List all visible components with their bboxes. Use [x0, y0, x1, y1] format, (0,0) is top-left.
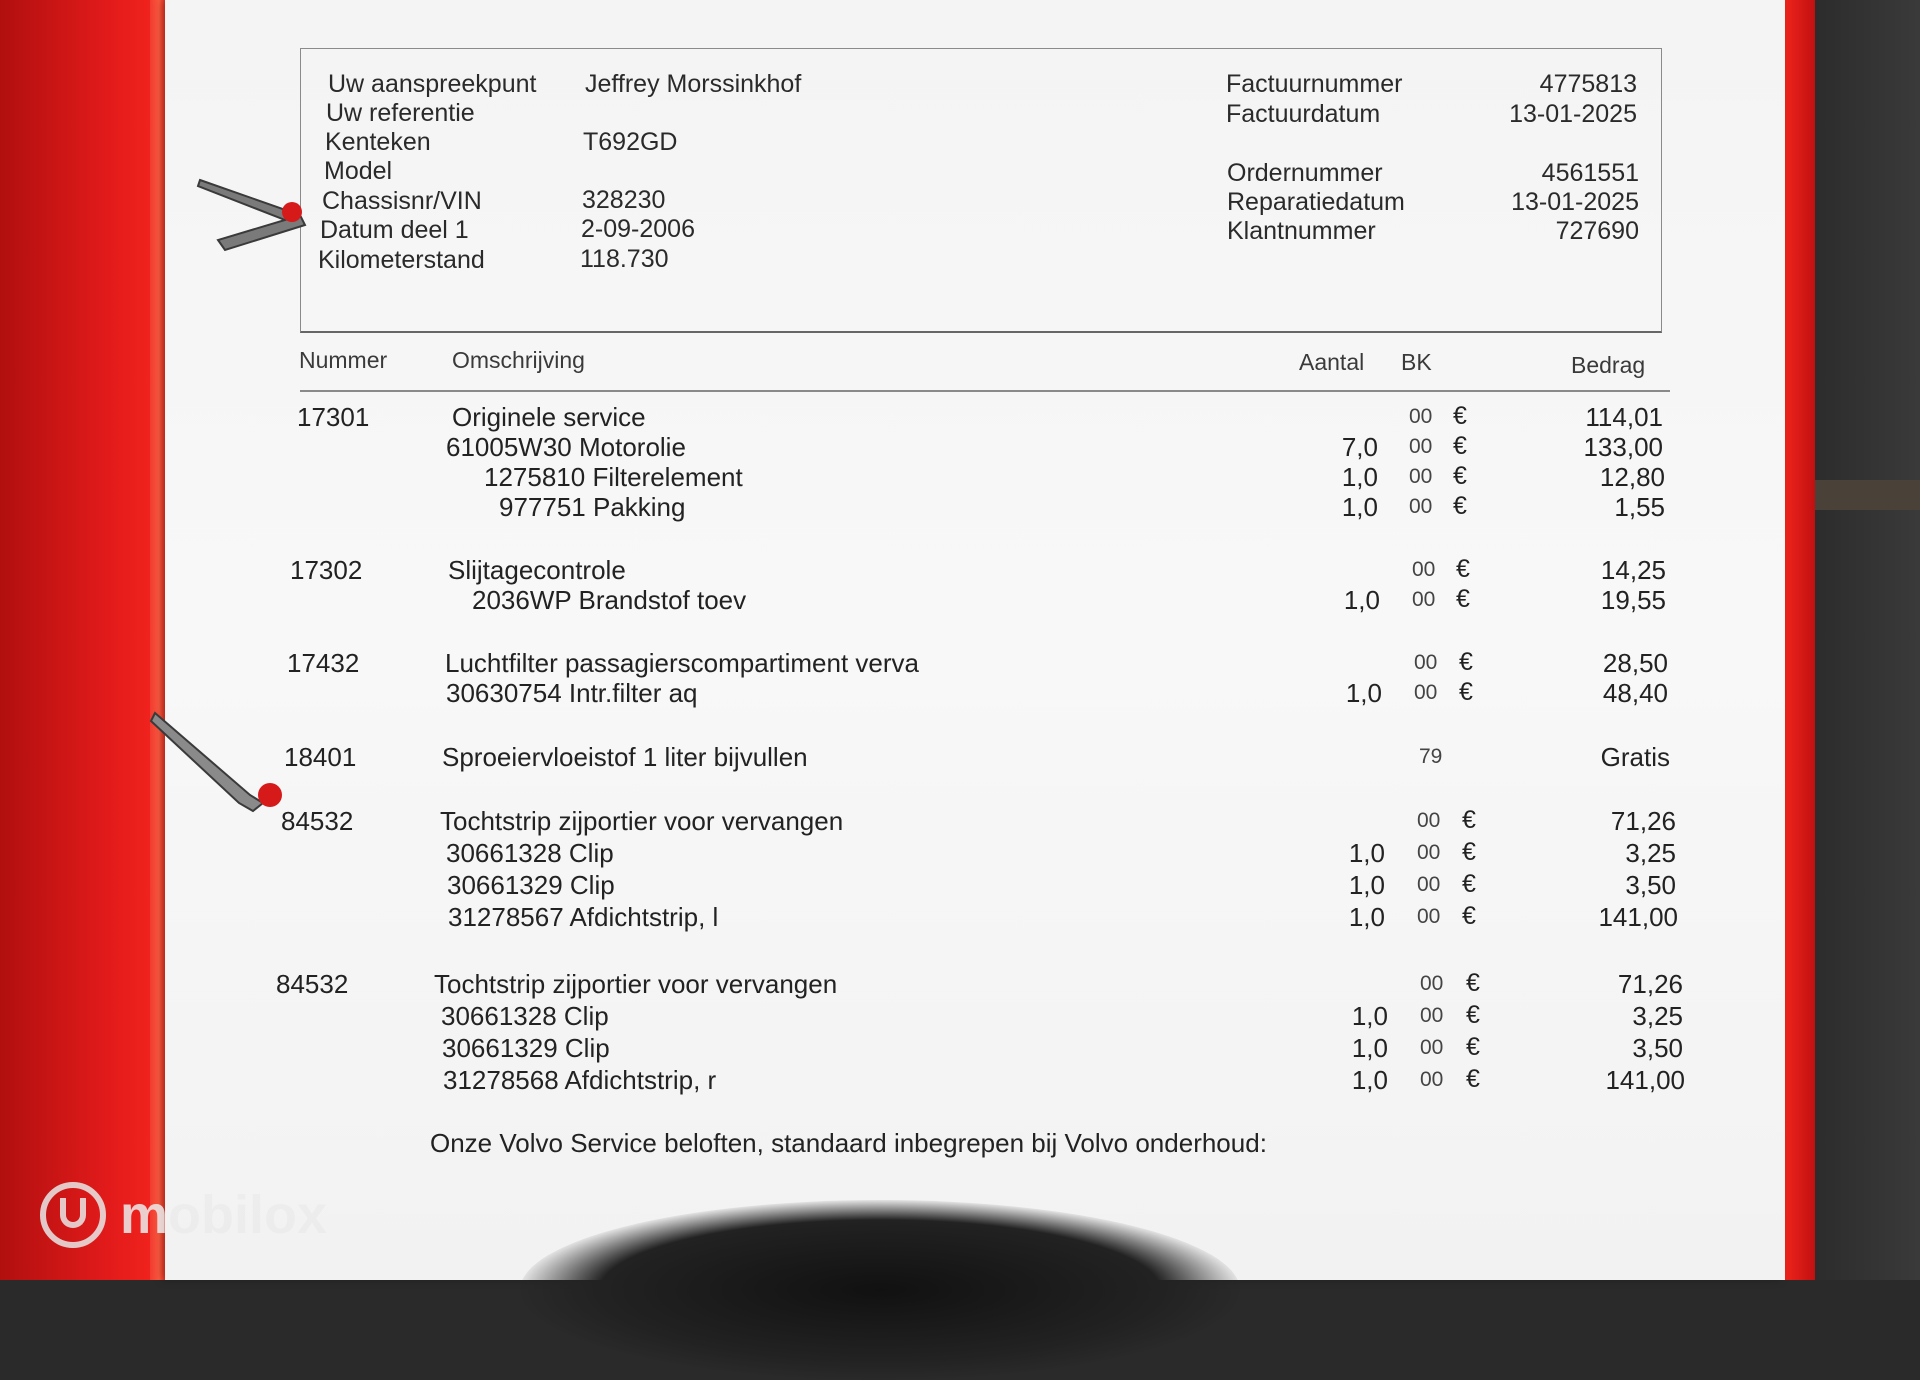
photo-shadow — [520, 1200, 1240, 1380]
row-amount: 19,55 — [1600, 585, 1666, 615]
header-label-model: Model — [324, 157, 393, 185]
row-number: 17432 — [287, 648, 360, 678]
column-header-bedrag: Bedrag — [1571, 352, 1646, 378]
header-value-invoice-date: 13-01-2025 — [1509, 100, 1637, 128]
row-bk-code: 00 — [1417, 873, 1441, 896]
column-header-aantal: Aantal — [1299, 349, 1365, 375]
row-number: 84532 — [281, 806, 354, 836]
table-row — [0, 462, 1920, 492]
row-euro-sign: € — [1462, 806, 1476, 834]
row-euro-sign: € — [1456, 555, 1470, 583]
row-euro-sign: € — [1453, 432, 1467, 460]
row-number: 17302 — [290, 555, 363, 585]
row-number: 18401 — [284, 742, 357, 772]
row-amount: 12,80 — [1599, 462, 1665, 492]
row-amount: Gratis — [1600, 742, 1670, 772]
row-description: Luchtfilter passagierscompartiment verva — [445, 648, 919, 678]
row-amount: 71,26 — [1610, 806, 1676, 836]
header-value-mileage: 118.730 — [580, 245, 669, 273]
table-row — [0, 402, 1920, 432]
table-row — [0, 555, 1920, 585]
row-amount: 141,00 — [1598, 902, 1678, 932]
row-description: Originele service — [452, 402, 646, 432]
row-amount: 133,00 — [1583, 432, 1663, 462]
row-bk-code: 00 — [1412, 588, 1436, 611]
row-euro-sign: € — [1466, 1033, 1480, 1061]
table-header-rule — [300, 390, 1670, 392]
header-label-vin: Chassisnr/VIN — [322, 187, 482, 215]
row-description: Tochtstrip zijportier voor vervangen — [434, 969, 838, 999]
column-header-omschrijving: Omschrijving — [452, 347, 585, 373]
row-quantity: 1,0 — [1351, 1001, 1388, 1031]
row-amount: 71,26 — [1617, 969, 1683, 999]
row-description: 30630754 Intr.filter aq — [446, 678, 698, 708]
row-quantity: 7,0 — [1341, 432, 1378, 462]
header-label-invoice-number: Factuurnummer — [1226, 70, 1403, 98]
column-header-nummer: Nummer — [299, 347, 388, 373]
header-value-repair-date: 13-01-2025 — [1511, 188, 1639, 216]
header-value-vin: 328230 — [582, 186, 666, 214]
header-value-date-part1: 2-09-2006 — [581, 215, 695, 243]
header-label-plate: Kenteken — [325, 128, 431, 156]
table-row — [0, 742, 1920, 772]
table-row — [0, 1001, 1920, 1031]
row-number: 84532 — [276, 969, 349, 999]
row-description: 61005W30 Motorolie — [446, 432, 686, 462]
row-description: Sproeiervloeistof 1 liter bijvullen — [442, 742, 808, 772]
row-euro-sign: € — [1466, 969, 1480, 997]
row-euro-sign: € — [1459, 678, 1473, 706]
row-quantity: 1,0 — [1351, 1033, 1388, 1063]
row-description: 30661328 Clip — [441, 1001, 609, 1031]
row-euro-sign: € — [1453, 462, 1467, 490]
row-quantity: 1,0 — [1341, 492, 1378, 522]
table-row — [0, 806, 1920, 836]
row-amount: 1,55 — [1614, 492, 1665, 522]
row-bk-code: 00 — [1414, 681, 1438, 704]
row-amount: 48,40 — [1602, 678, 1668, 708]
row-euro-sign: € — [1456, 585, 1470, 613]
row-euro-sign: € — [1466, 1001, 1480, 1029]
row-euro-sign: € — [1466, 1065, 1480, 1093]
row-description: 1275810 Filterelement — [484, 462, 743, 492]
row-bk-code: 00 — [1420, 1036, 1444, 1059]
column-header-bk: BK — [1401, 349, 1432, 375]
binder-ring-top — [190, 170, 320, 260]
row-bk-code: 00 — [1420, 1004, 1444, 1027]
row-description: Slijtagecontrole — [448, 555, 626, 585]
watermark — [40, 1182, 327, 1248]
row-bk-code: 00 — [1417, 809, 1441, 832]
row-euro-sign: € — [1459, 648, 1473, 676]
table-row — [0, 902, 1920, 932]
row-description: 30661329 Clip — [442, 1033, 610, 1063]
row-amount: 28,50 — [1602, 648, 1668, 678]
row-amount: 14,25 — [1600, 555, 1666, 585]
table-row — [0, 585, 1920, 615]
header-label-invoice-date: Factuurdatum — [1226, 100, 1381, 128]
row-quantity: 1,0 — [1348, 870, 1385, 900]
table-row — [0, 678, 1920, 708]
header-value-contact: Jeffrey Morssinkhof — [585, 70, 802, 98]
row-euro-sign: € — [1462, 902, 1476, 930]
header-label-reference: Uw referentie — [326, 99, 475, 127]
row-euro-sign: € — [1462, 838, 1476, 866]
row-bk-code: 79 — [1419, 745, 1443, 768]
row-bk-code: 00 — [1409, 495, 1433, 518]
row-amount: 114,01 — [1585, 402, 1663, 432]
header-value-invoice-number: 4775813 — [1539, 70, 1637, 98]
row-bk-code: 00 — [1420, 972, 1444, 995]
watermark-logo-icon — [40, 1182, 106, 1248]
table-row — [0, 1033, 1920, 1063]
row-bk-code: 00 — [1409, 405, 1433, 428]
row-bk-code: 00 — [1417, 905, 1441, 928]
row-bk-code: 00 — [1420, 1068, 1444, 1091]
row-bk-code: 00 — [1417, 841, 1441, 864]
row-quantity: 1,0 — [1351, 1065, 1388, 1095]
row-quantity: 1,0 — [1345, 678, 1382, 708]
row-amount: 3,25 — [1625, 838, 1676, 868]
table-row — [0, 870, 1920, 900]
row-amount: 3,50 — [1632, 1033, 1683, 1063]
header-value-customer-number: 727690 — [1555, 217, 1639, 245]
row-euro-sign: € — [1462, 870, 1476, 898]
row-amount: 3,50 — [1625, 870, 1676, 900]
table-row — [0, 1065, 1920, 1095]
footer-text: Onze Volvo Service beloften, standaard inbegrepen bij Volvo onderhoud: — [430, 1128, 1267, 1158]
row-euro-sign: € — [1453, 492, 1467, 520]
row-description: 2036WP Brandstof toev — [472, 585, 747, 615]
row-number: 17301 — [297, 402, 370, 432]
row-description: 31278567 Afdichtstrip, l — [448, 902, 719, 932]
row-description: 30661329 Clip — [447, 870, 615, 900]
table-row — [0, 648, 1920, 678]
table-row — [0, 838, 1920, 868]
row-quantity: 1,0 — [1348, 902, 1385, 932]
row-bk-code: 00 — [1409, 435, 1433, 458]
row-euro-sign: € — [1453, 402, 1467, 430]
header-value-order-number: 4561551 — [1541, 159, 1639, 187]
table-row — [0, 969, 1920, 999]
row-amount: 3,25 — [1632, 1001, 1683, 1031]
table-row — [0, 492, 1920, 522]
header-value-plate: T692GD — [583, 128, 678, 156]
table-row — [0, 432, 1920, 462]
header-label-order-number: Ordernummer — [1227, 159, 1383, 187]
row-description: 977751 Pakking — [499, 492, 686, 522]
row-description: 30661328 Clip — [446, 838, 614, 868]
row-quantity: 1,0 — [1348, 838, 1385, 868]
row-bk-code: 00 — [1409, 465, 1433, 488]
row-quantity: 1,0 — [1341, 462, 1378, 492]
header-label-mileage: Kilometerstand — [318, 246, 485, 274]
row-bk-code: 00 — [1412, 558, 1436, 581]
row-description: Tochtstrip zijportier voor vervangen — [440, 806, 844, 836]
binder-ring-bottom — [145, 705, 285, 825]
row-description: 31278568 Afdichtstrip, r — [443, 1065, 717, 1095]
header-label-repair-date: Reparatiedatum — [1227, 188, 1405, 216]
row-quantity: 1,0 — [1343, 585, 1380, 615]
row-amount: 141,00 — [1605, 1065, 1685, 1095]
watermark-text: mobilox — [120, 1185, 328, 1245]
header-label-date-part1: Datum deel 1 — [320, 216, 469, 244]
row-bk-code: 00 — [1414, 651, 1438, 674]
header-label-customer-number: Klantnummer — [1227, 217, 1376, 245]
header-label-contact: Uw aanspreekpunt — [328, 70, 537, 98]
